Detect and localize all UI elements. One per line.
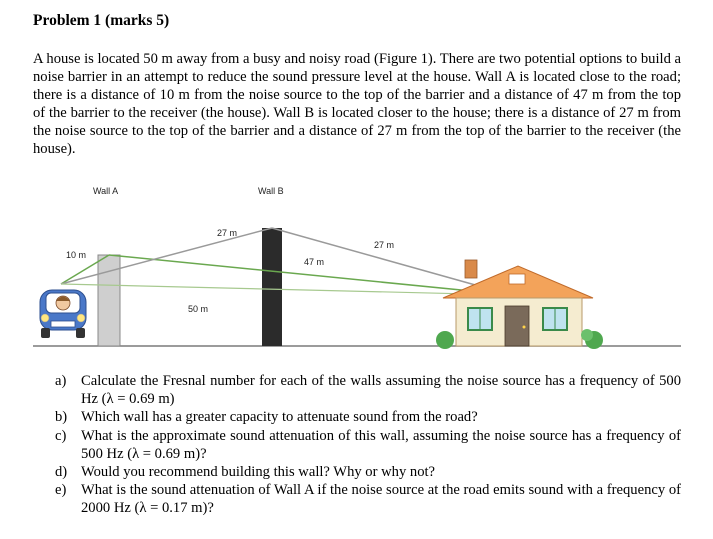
figure-1 — [33, 180, 681, 350]
distance-47m-label: 47 m — [304, 257, 325, 267]
question-text: What is the sound attenuation of Wall A if the noise source at the road emits sound with a frequency of 2000 Hz (λ = 0.17 m)? — [81, 482, 681, 517]
distance-50m-label: 50 m — [188, 304, 209, 314]
question-e — [55, 481, 681, 517]
path-direct — [61, 284, 511, 295]
question-text: Would you recommend building this wall? Why or why not? — [81, 464, 436, 481]
wall-b — [262, 228, 282, 346]
question-c — [55, 427, 681, 463]
question-a — [55, 372, 681, 408]
question-text: What is the approximate sound attenuation of this wall, assuming the noise source has a frequency of 500 Hz (λ = 0.69 m)? — [81, 427, 681, 462]
distance-10m-label: 10 m — [66, 250, 87, 260]
question-list — [55, 372, 681, 518]
question-b — [55, 408, 681, 426]
question-letter: b) — [55, 409, 68, 426]
distance-27m-label-left: 27 m — [217, 228, 238, 238]
car-icon — [40, 290, 86, 338]
question-letter: d) — [55, 464, 68, 481]
question-letter: a) — [55, 373, 67, 389]
problem-description: A house is located 50 m away from a busy and noisy road (Figure 1). There are two potential options to build a noise barrier in an attempt to reduce the sound pressure level at the house. Wall A is located close to the road; there is a distance of 10 m from the noise source to the top of the barrier and a distance of 47 m from the top of the barrier to the receiver (the house). Wall B is located closer to the house; there is a distance of 27 m from the noise source to the top of the barrier and a distance of 27 m from the top of the barrier to the receiver (the house). — [33, 51, 681, 157]
problem-title: Problem 1 (marks 5) — [33, 12, 170, 29]
question-letter: c) — [55, 427, 67, 444]
question-letter: e) — [55, 482, 67, 499]
path-source-to-wall-b — [61, 228, 272, 284]
question-d — [55, 463, 681, 481]
question-text: Which wall has a greater capacity to attenuate sound from the road? — [81, 409, 478, 426]
distance-27m-label-right: 27 m — [374, 240, 395, 250]
house-icon — [436, 260, 603, 349]
wall-b-label: Wall B — [258, 186, 284, 196]
wall-a-label: Wall A — [93, 186, 119, 196]
figure-diagram — [33, 180, 681, 350]
question-text: Calculate the Fresnal number for each of the walls assuming the noise source has a frequency of 500 Hz (λ = 0.69 m) — [81, 373, 681, 408]
